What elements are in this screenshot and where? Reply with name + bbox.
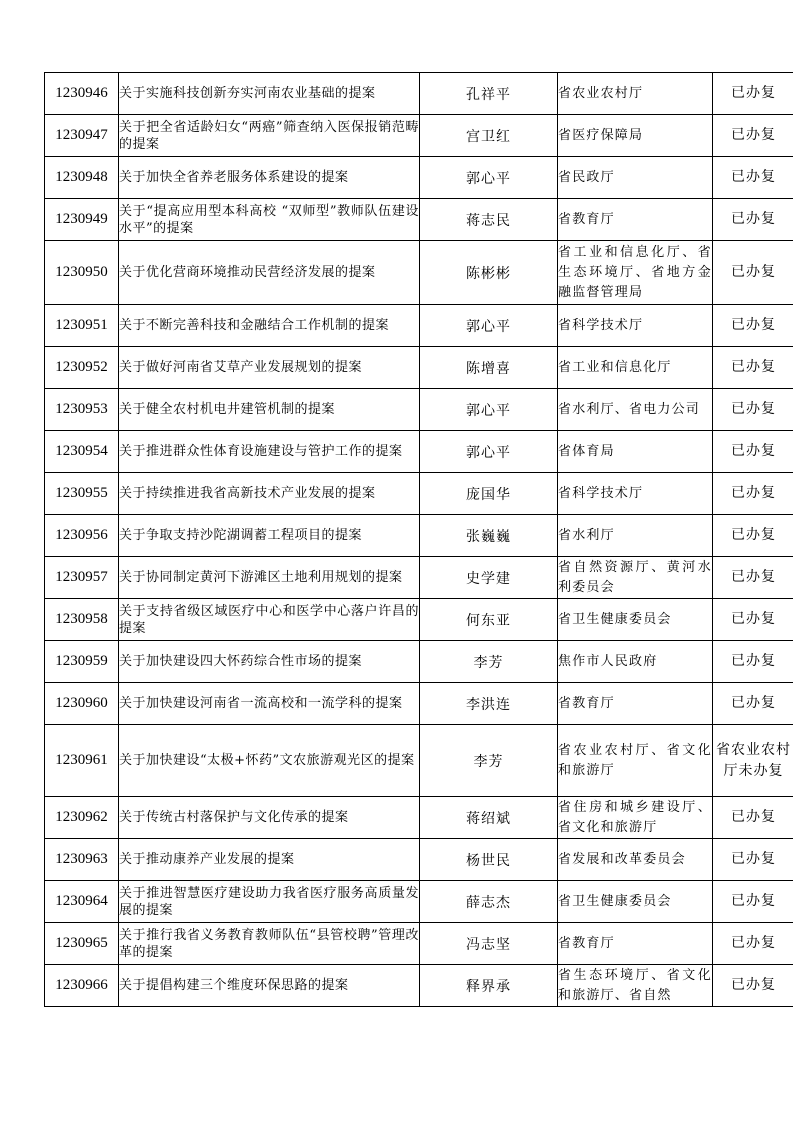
table-row xyxy=(45,557,793,599)
proposal-title-cell: 关于协同制定黄河下游滩区土地利用规划的提案 xyxy=(119,557,420,599)
proposal-title-cell: 关于推动康养产业发展的提案 xyxy=(119,839,420,881)
proposal-title-cell: 关于争取支持沙陀湖调蓄工程项目的提案 xyxy=(119,515,420,557)
proposal-id-cell: 1230962 xyxy=(45,797,119,839)
status-cell: 已办复 xyxy=(713,515,793,557)
proposal-id-cell: 1230957 xyxy=(45,557,119,599)
table-row xyxy=(45,473,793,515)
proposal-id-cell: 1230956 xyxy=(45,515,119,557)
proposal-title-cell: 关于“提高应用型本科高校 “双师型”教师队伍建设水平”的提案 xyxy=(119,199,420,241)
proposer-cell: 郭心平 xyxy=(420,431,558,473)
handling-department-cell: 省工业和信息化厅、省生态环境厅、省地方金融监督管理局 xyxy=(558,241,713,305)
proposal-id-cell: 1230960 xyxy=(45,683,119,725)
handling-department-cell: 省发展和改革委员会 xyxy=(558,839,713,881)
proposal-title-cell: 关于推进智慧医疗建设助力我省医疗服务高质量发展的提案 xyxy=(119,881,420,923)
status-cell: 已办复 xyxy=(713,839,793,881)
proposal-title-cell: 关于加快建设四大怀药综合性市场的提案 xyxy=(119,641,420,683)
status-cell: 已办复 xyxy=(713,923,793,965)
proposal-id-cell: 1230965 xyxy=(45,923,119,965)
proposal-title-cell: 关于支持省级区域医疗中心和医学中心落户许昌的提案 xyxy=(119,599,420,641)
proposal-id-cell: 1230964 xyxy=(45,881,119,923)
proposer-cell: 李洪连 xyxy=(420,683,558,725)
proposer-cell: 孔祥平 xyxy=(420,73,558,115)
handling-department-cell: 省教育厅 xyxy=(558,683,713,725)
status-cell: 已办复 xyxy=(713,965,793,1007)
proposal-id-cell: 1230954 xyxy=(45,431,119,473)
table-row xyxy=(45,73,793,115)
table-row xyxy=(45,515,793,557)
handling-department-cell: 省农业农村厅、省文化和旅游厅 xyxy=(558,725,713,797)
status-cell: 已办复 xyxy=(713,557,793,599)
proposer-cell: 庞国华 xyxy=(420,473,558,515)
proposal-title-cell: 关于加快全省养老服务体系建设的提案 xyxy=(119,157,420,199)
proposal-title-cell: 关于持续推进我省高新技术产业发展的提案 xyxy=(119,473,420,515)
proposal-title-cell: 关于加快建设河南省一流高校和一流学科的提案 xyxy=(119,683,420,725)
table-row xyxy=(45,115,793,157)
proposer-cell: 郭心平 xyxy=(420,305,558,347)
status-cell: 已办复 xyxy=(713,797,793,839)
table-body xyxy=(45,73,793,1007)
status-cell: 已办复 xyxy=(713,683,793,725)
proposal-title-cell: 关于提倡构建三个维度环保思路的提案 xyxy=(119,965,420,1007)
handling-department-cell: 省水利厅 xyxy=(558,515,713,557)
handling-department-cell: 省卫生健康委员会 xyxy=(558,881,713,923)
proposer-cell: 李芳 xyxy=(420,641,558,683)
proposal-id-cell: 1230963 xyxy=(45,839,119,881)
handling-department-cell: 省水利厅、省电力公司 xyxy=(558,389,713,431)
status-cell: 已办复 xyxy=(713,431,793,473)
proposal-title-cell: 关于把全省适龄妇女“两癌”筛查纳入医保报销范畴的提案 xyxy=(119,115,420,157)
proposer-cell: 薛志杰 xyxy=(420,881,558,923)
proposer-cell: 杨世民 xyxy=(420,839,558,881)
status-cell: 已办复 xyxy=(713,389,793,431)
proposal-title-cell: 关于传统古村落保护与文化传承的提案 xyxy=(119,797,420,839)
handling-department-cell: 省卫生健康委员会 xyxy=(558,599,713,641)
proposer-cell: 释界承 xyxy=(420,965,558,1007)
proposer-cell: 张巍巍 xyxy=(420,515,558,557)
proposer-cell: 蒋绍斌 xyxy=(420,797,558,839)
proposal-title-cell: 关于推行我省义务教育教师队伍“县管校聘”管理改革的提案 xyxy=(119,923,420,965)
proposal-id-cell: 1230950 xyxy=(45,241,119,305)
proposal-id-cell: 1230955 xyxy=(45,473,119,515)
table-row xyxy=(45,431,793,473)
table-row xyxy=(45,923,793,965)
handling-department-cell: 省医疗保障局 xyxy=(558,115,713,157)
proposal-id-cell: 1230961 xyxy=(45,725,119,797)
table-row xyxy=(45,347,793,389)
status-cell: 已办复 xyxy=(713,473,793,515)
handling-department-cell: 省科学技术厅 xyxy=(558,473,713,515)
proposal-id-cell: 1230966 xyxy=(45,965,119,1007)
status-cell: 已办复 xyxy=(713,241,793,305)
proposer-cell: 郭心平 xyxy=(420,389,558,431)
table-row xyxy=(45,157,793,199)
proposal-id-cell: 1230952 xyxy=(45,347,119,389)
handling-department-cell: 省农业农村厅 xyxy=(558,73,713,115)
proposal-title-cell: 关于不断完善科技和金融结合工作机制的提案 xyxy=(119,305,420,347)
proposer-cell: 陈增喜 xyxy=(420,347,558,389)
status-cell: 已办复 xyxy=(713,199,793,241)
table-row xyxy=(45,389,793,431)
handling-department-cell: 省工业和信息化厅 xyxy=(558,347,713,389)
table-row xyxy=(45,797,793,839)
handling-department-cell: 省体育局 xyxy=(558,431,713,473)
status-cell: 已办复 xyxy=(713,347,793,389)
handling-department-cell: 省生态环境厅、省文化和旅游厅、省自然 xyxy=(558,965,713,1007)
table-row xyxy=(45,641,793,683)
proposer-cell: 李芳 xyxy=(420,725,558,797)
handling-department-cell: 省自然资源厅、黄河水利委员会 xyxy=(558,557,713,599)
proposal-id-cell: 1230951 xyxy=(45,305,119,347)
status-cell: 已办复 xyxy=(713,599,793,641)
table-row xyxy=(45,241,793,305)
proposal-id-cell: 1230958 xyxy=(45,599,119,641)
status-cell: 已办复 xyxy=(713,157,793,199)
proposer-cell: 陈彬彬 xyxy=(420,241,558,305)
proposal-title-cell: 关于加快建设“太极+怀药”文农旅游观光区的提案 xyxy=(119,725,420,797)
table-row xyxy=(45,881,793,923)
proposal-id-cell: 1230947 xyxy=(45,115,119,157)
proposal-id-cell: 1230949 xyxy=(45,199,119,241)
status-cell: 已办复 xyxy=(713,881,793,923)
proposer-cell: 冯志坚 xyxy=(420,923,558,965)
handling-department-cell: 省科学技术厅 xyxy=(558,305,713,347)
proposal-title-cell: 关于做好河南省艾草产业发展规划的提案 xyxy=(119,347,420,389)
handling-department-cell: 焦作市人民政府 xyxy=(558,641,713,683)
table-row xyxy=(45,965,793,1007)
proposal-title-cell: 关于推进群众性体育设施建设与管护工作的提案 xyxy=(119,431,420,473)
status-text: 省农业农村厅未办复 xyxy=(716,741,791,779)
proposer-cell: 何东亚 xyxy=(420,599,558,641)
proposal-id-cell: 1230948 xyxy=(45,157,119,199)
proposal-title-cell: 关于健全农村机电井建管机制的提案 xyxy=(119,389,420,431)
proposer-cell: 史学建 xyxy=(420,557,558,599)
table-row xyxy=(45,725,793,797)
proposer-cell: 蒋志民 xyxy=(420,199,558,241)
status-cell xyxy=(713,725,793,797)
handling-department-cell: 省教育厅 xyxy=(558,199,713,241)
proposal-id-cell: 1230959 xyxy=(45,641,119,683)
proposer-cell: 宫卫红 xyxy=(420,115,558,157)
proposal-id-cell: 1230946 xyxy=(45,73,119,115)
proposer-cell: 郭心平 xyxy=(420,157,558,199)
status-cell: 已办复 xyxy=(713,115,793,157)
handling-department-cell: 省教育厅 xyxy=(558,923,713,965)
status-cell: 已办复 xyxy=(713,641,793,683)
table-row xyxy=(45,839,793,881)
table-row xyxy=(45,305,793,347)
status-cell: 已办复 xyxy=(713,73,793,115)
status-cell: 已办复 xyxy=(713,305,793,347)
table-row xyxy=(45,683,793,725)
table-row xyxy=(45,599,793,641)
proposal-title-cell: 关于实施科技创新夯实河南农业基础的提案 xyxy=(119,73,420,115)
table-row xyxy=(45,199,793,241)
proposal-id-cell: 1230953 xyxy=(45,389,119,431)
handling-department-cell: 省民政厅 xyxy=(558,157,713,199)
proposals-table xyxy=(44,72,793,1007)
handling-department-cell: 省住房和城乡建设厅、省文化和旅游厅 xyxy=(558,797,713,839)
proposal-title-cell: 关于优化营商环境推动民营经济发展的提案 xyxy=(119,241,420,305)
